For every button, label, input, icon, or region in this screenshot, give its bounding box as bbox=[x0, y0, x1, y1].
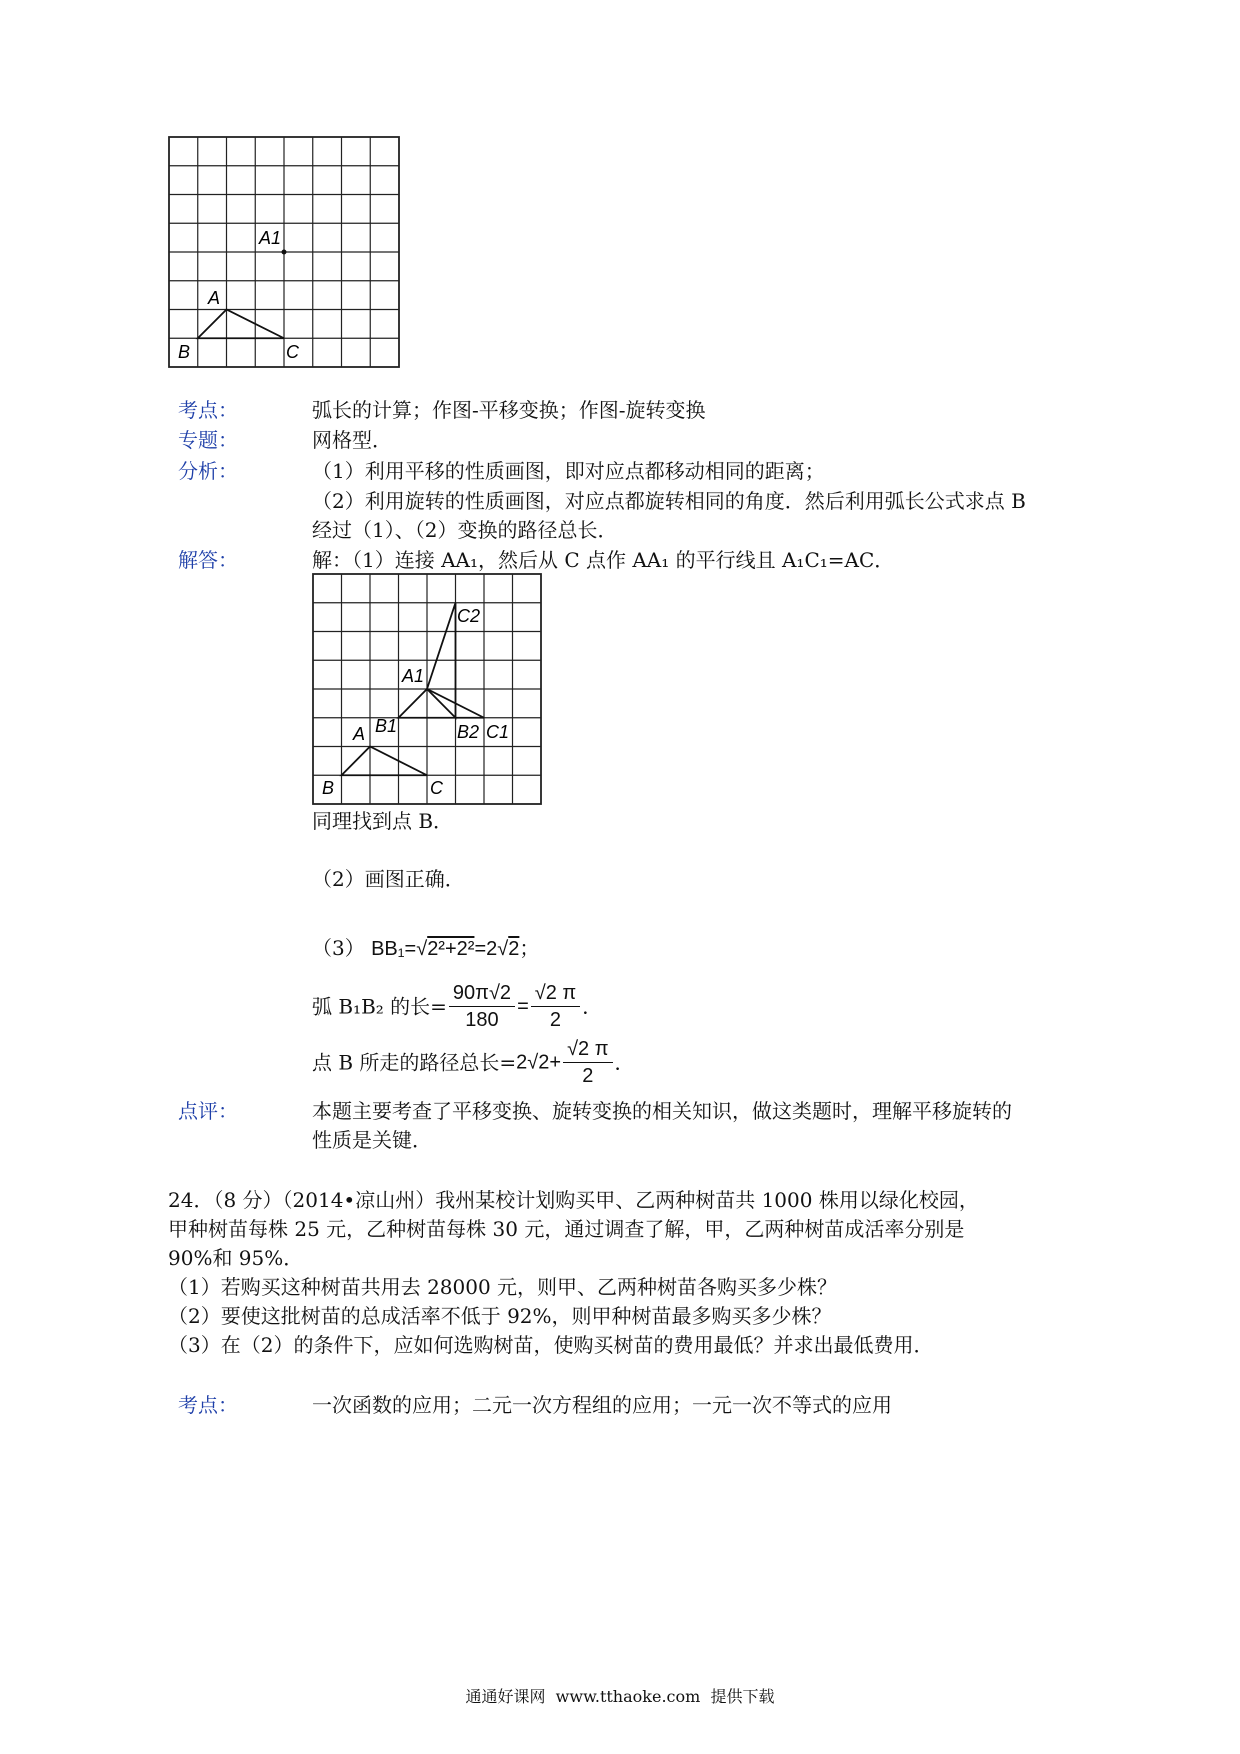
part2-text: （2）画图正确． bbox=[312, 867, 465, 891]
total-line bbox=[312, 1036, 635, 1089]
part3-prefix: （3） bbox=[312, 936, 365, 960]
tongli-text: 同理找到点 B． bbox=[312, 809, 454, 833]
point-a1 bbox=[282, 250, 287, 255]
total-fraction: $\frac{√2 \pi}{2}$ bbox=[563, 1036, 612, 1089]
label-b: B bbox=[178, 342, 191, 362]
q24-kaodian-text: 一次函数的应用；二元一次方程组的应用；一元一次不等式的应用 bbox=[312, 1393, 892, 1417]
grid-figure-1 bbox=[166, 134, 402, 370]
zhuanti-text: 网格型． bbox=[312, 428, 392, 452]
jieda-line-1: 解：（1）连接 AA₁，然后从 C 点作 AA₁ 的平行线且 A₁C₁=AC． bbox=[312, 548, 895, 572]
dianping-line-2: 性质是关键． bbox=[312, 1128, 432, 1152]
label-b2: B2 bbox=[457, 722, 480, 742]
arc-fraction-1: $\frac{90\pi√2}{180}$ bbox=[449, 980, 515, 1033]
triangle-abc bbox=[198, 310, 284, 339]
kaodian-text: 弧长的计算；作图-平移变换；作图-旋转变换 bbox=[312, 398, 706, 422]
arc-prefix: 弧 B₁B₂ 的长= bbox=[312, 994, 447, 1019]
triangle-abc-2 bbox=[342, 747, 428, 776]
label-c: C bbox=[286, 342, 299, 362]
label-a1-2: A1 bbox=[402, 666, 425, 686]
part3-eq: =2 bbox=[474, 938, 498, 960]
fenxi-line-2: （2）利用旋转的性质画图，对应点都旋转相同的角度．然后利用弧长公式求点 B bbox=[312, 489, 1026, 513]
label-c2: C2 bbox=[457, 606, 481, 626]
part3-line: （3） BB₁=√2²+2²=2√2； bbox=[312, 936, 540, 960]
arc-line bbox=[312, 980, 602, 1033]
dianping-label: 点评： bbox=[178, 1099, 238, 1123]
label-a-2: A bbox=[353, 724, 366, 744]
fenxi-line-3: 经过（1）、（2）变换的路径总长． bbox=[312, 518, 618, 542]
label-b-2: B bbox=[322, 778, 335, 798]
q24-sub-1: （1）若购买这种树苗共用去 28000 元，则甲、乙两种树苗各购买多少株？ bbox=[168, 1275, 838, 1299]
fenxi-label: 分析： bbox=[178, 459, 238, 483]
label-c1: C1 bbox=[486, 722, 510, 742]
part3-radicand: 2²+2² bbox=[427, 938, 475, 960]
total-a: 2√2+ bbox=[516, 1051, 562, 1074]
dianping-line-1: 本题主要考查了平移变换、旋转变换的相关知识，做这类题时，理解平移旋转的 bbox=[312, 1099, 1012, 1123]
total-prefix: 点 B 所走的路径总长= bbox=[312, 1050, 517, 1075]
q24-kaodian-label: 考点： bbox=[178, 1393, 238, 1417]
zhuanti-label: 专题： bbox=[178, 428, 238, 452]
fenxi-line-1: （1）利用平移的性质画图，即对应点都移动相同的距离； bbox=[312, 459, 825, 483]
arc-fraction-2: $\frac{√2 \pi}{2}$ bbox=[531, 980, 580, 1033]
label-a: A bbox=[208, 288, 221, 308]
q24-sub-3: （3）在（2）的条件下，应如何选购树苗，使购买树苗的费用最低？并求出最低费用． bbox=[168, 1333, 934, 1357]
q24-line-2: 甲种树苗每株 25 元，乙种树苗每株 30 元，通过调查了解，甲，乙两种树苗成活率分别是 bbox=[168, 1217, 965, 1241]
label-c-2: C bbox=[430, 778, 443, 798]
total-end: ． bbox=[614, 1050, 635, 1075]
part3-radicand-2: 2 bbox=[508, 938, 520, 960]
kaodian-label: 考点： bbox=[178, 398, 238, 422]
q24-line-1: 24．（8 分）（2014•凉山州）我州某校计划购买甲、乙两种树苗共 1000 株用以绿化校园， bbox=[168, 1188, 979, 1212]
page-footer: 通通好课网 www.tthaoke.com 提供下载 bbox=[465, 1687, 775, 1706]
label-a1: A1 bbox=[259, 228, 282, 248]
q24-sub-2: （2）要使这批树苗的总成活率不低于 92%，则甲种树苗最多购买多少株？ bbox=[168, 1304, 832, 1328]
arc-end: ． bbox=[582, 994, 603, 1019]
grid-figure-2 bbox=[311, 572, 543, 806]
q24-line-3: 90%和 95%． bbox=[168, 1246, 304, 1270]
arc-eq: = bbox=[517, 995, 529, 1018]
jieda-label: 解答： bbox=[178, 548, 238, 572]
part3-lhs: BB₁= bbox=[371, 938, 417, 960]
part3-end: ； bbox=[519, 936, 540, 960]
label-b1: B1 bbox=[375, 716, 398, 736]
